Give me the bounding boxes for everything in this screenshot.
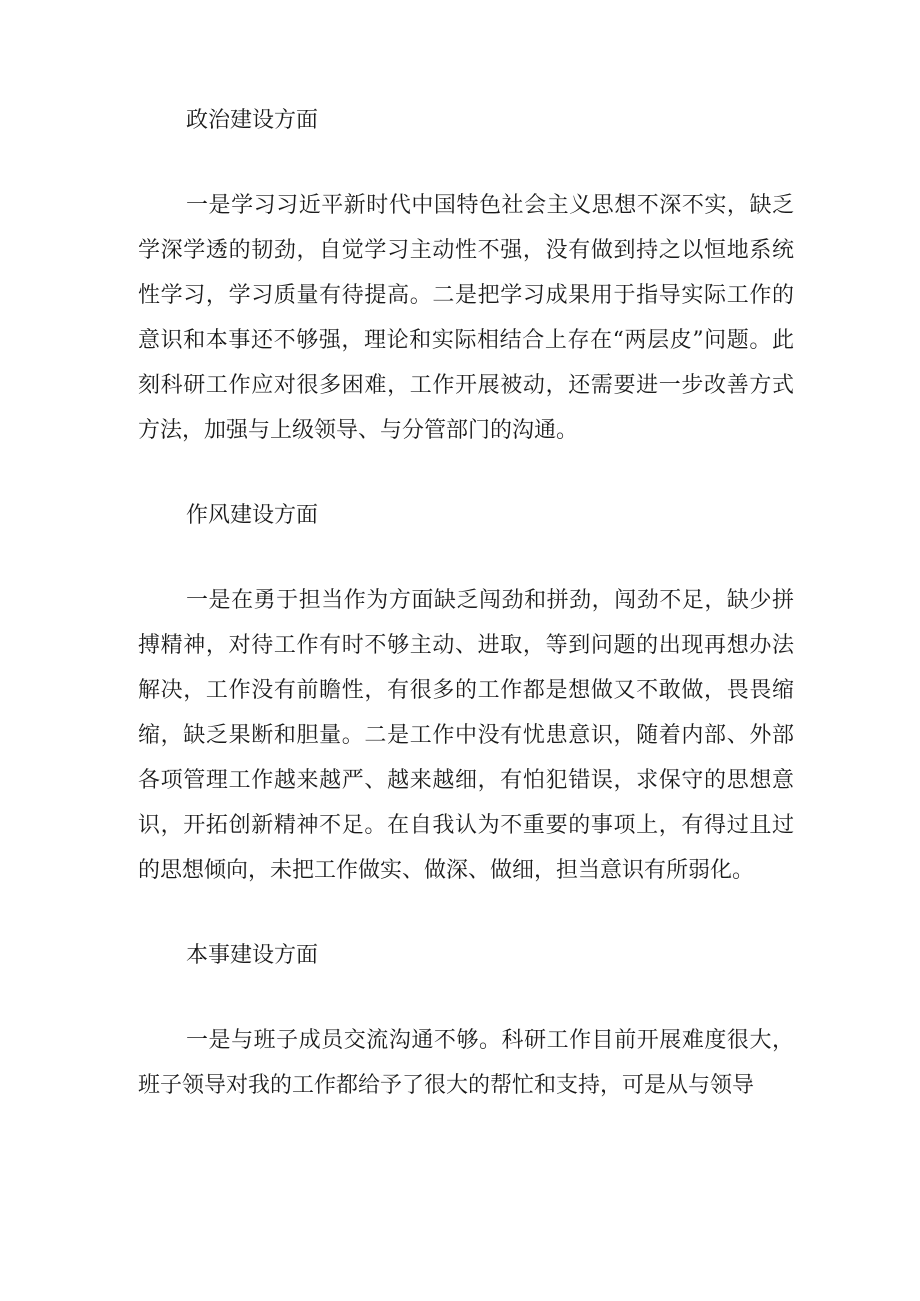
- spacer: [138, 538, 794, 578]
- section-heading-ability: 本事建设方面: [186, 943, 319, 968]
- section-paragraph-ability: 一是与班子成员交流沟通不够。科研工作目前开展难度很大，班子领导对我的工作都给予了很大的帮忙和支持，可是从与领导: [138, 1028, 794, 1098]
- section-paragraph-political: 一是学习习近平新时代中国特色社会主义思想不深不实，缺乏学深学透的韧劲，自觉学习主动性不强，没有做到持之以恒地系统性学习，学习质量有待提高。二是把学习成果用于指导实际工作的意识和本事还不够强，理论和实际相结合上存在“两层皮”问题。此刻科研工作应对很多困难，工作开展被动，还需要进一步改善方式方法，加强与上级领导、与分管部门的沟通。: [138, 193, 794, 443]
- section-paragraph-style: 一是在勇于担当作为方面缺乏闯劲和拼劲，闯劲不足，缺少拼搏精神，对待工作有时不够主动、进取，等到问题的出现再想办法解决，工作没有前瞻性，有很多的工作都是想做又不敢做，畏畏缩缩，缺乏果断和胆量。二是工作中没有忧患意识，随着内部、外部各项管理工作越来越严、越来越细，有怕犯错误，求保守的思想意识，开拓创新精神不足。在自我认为不重要的事项上，有得过且过的思想倾向，未把工作做实、做深、做细，担当意识有所弱化。: [138, 588, 794, 883]
- spacer: [138, 978, 794, 1018]
- spacer: [138, 893, 794, 933]
- spacer: [138, 143, 794, 183]
- spacer: [138, 453, 794, 493]
- section-heading-style: 作风建设方面: [186, 503, 319, 528]
- section-heading-political: 政治建设方面: [186, 108, 319, 133]
- document-page: [138, 98, 794, 1108]
